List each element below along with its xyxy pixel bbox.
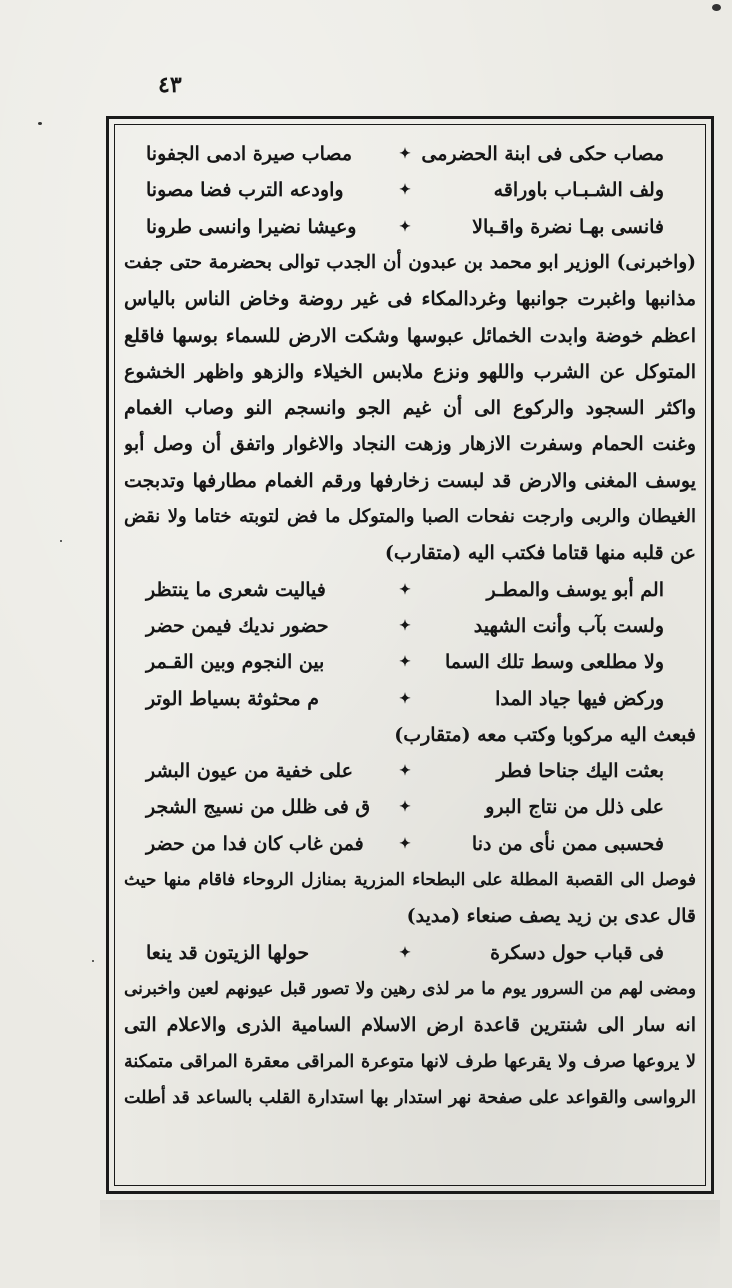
verse-first-hemistich: وركض فيها جياد المدا: [495, 687, 664, 710]
verse-first-hemistich: فى قباب حول دسكرة: [490, 941, 664, 964]
hemistich-separator-icon: ✦: [399, 617, 411, 634]
text-line: الرواسى والقواعد على صفحة نهر استدار بها استدارة القلب بالساعد قد أطلت: [124, 1087, 696, 1108]
text-line: يوسف المغنى والارض قد لبست زخارفها ورقم الغمام مطارفها وتدبجت: [124, 469, 696, 492]
verse-line: [138, 172, 672, 208]
verse-second-hemistich: م محثوثة بسياط الوتر: [146, 687, 320, 710]
verse-line: [138, 826, 672, 862]
verse-line: [138, 644, 672, 680]
verse-first-hemistich: ولف الشـبـاب باوراقه: [493, 179, 664, 202]
text-block: [118, 130, 702, 1182]
verse-line: [138, 209, 672, 245]
page-shadow: [100, 1200, 720, 1260]
verse-first-hemistich: ولا مطلعى وسط تلك السما: [444, 651, 664, 674]
text-line: لا يروعها صرف ولا يقرعها طرف لانها متوعرة المراقى معقرة المراقى متمكنة: [124, 1051, 696, 1072]
hemistich-separator-icon: ✦: [399, 146, 411, 162]
verse-line: [138, 608, 672, 644]
verse-first-hemistich: ولست بآب وأنت الشهيد: [473, 614, 664, 637]
hemistich-separator-icon: ✦: [399, 763, 411, 780]
hemistich-separator-icon: ✦: [399, 654, 411, 671]
text-line: المتوكل عن الشرب واللهو ونزع ملابس الخيلاء والزهو واظهر الخشوع: [124, 360, 696, 383]
verse-line: [138, 136, 672, 172]
text-line: واكثر السجود والركوع الى أن غيم الجو وانسجم النو وصاب الغمام: [124, 397, 696, 420]
verse-first-hemistich: على ذلل من نتاج البرو: [485, 796, 664, 819]
verse-second-hemistich: بين النجوم وبين القـمر: [146, 651, 325, 674]
verse-second-hemistich: حضور نديك فيمن حضر: [146, 614, 329, 637]
verse-second-hemistich: فياليت شعرى ما ينتظر: [146, 578, 326, 601]
verse-line: [138, 681, 672, 717]
verse-first-hemistich: بعثت اليك جناحا فطر: [496, 760, 664, 783]
text-line: عن قلبه منها قتاما فكتب اليه (متقارب): [384, 542, 696, 565]
ink-speck: [38, 122, 42, 125]
text-line: وغنت الحمام وسفرت الازهار وزهت النجاد والاغوار واتفق أن وصل أبو: [124, 433, 696, 456]
verse-second-hemistich: واودعه الترب فضا مصونا: [146, 179, 344, 202]
text-line: ومضى لهم من السرور يوم ما مر لذى رهين ولا تصور قبل عيونهم لعين واخبرنى: [124, 978, 696, 999]
verse-second-hemistich: ق فى ظلل من نسيج الشجر: [146, 796, 371, 819]
verse-second-hemistich: حولها الزيتون قد ينعا: [146, 941, 310, 964]
verse-second-hemistich: وعيشا نضيرا وانسى طرونا: [146, 215, 357, 238]
hemistich-separator-icon: ✦: [399, 182, 411, 199]
text-line: مذانبها واغبرت جوانبها وغردالمكاء فى غير روضة وخاض الناس بالياس: [124, 288, 696, 311]
hemistich-separator-icon: ✦: [399, 799, 411, 816]
verse-first-hemistich: فحسبى ممن نأى من دنا: [471, 832, 664, 855]
verse-second-hemistich: على خفية من عيون البشر: [146, 760, 353, 783]
hemistich-separator-icon: ✦: [399, 835, 411, 852]
verse-second-hemistich: مصاب صيرة ادمى الجفونا: [146, 143, 353, 165]
verse-line: [138, 789, 672, 825]
hemistich-separator-icon: ✦: [399, 581, 411, 598]
text-line: فوصل الى القصبة المطلة على البطحاء المزرية بمنازل الروحاء فاقام منها حيث: [124, 870, 696, 890]
text-line: قال عدى بن زيد يصف صنعاء (مديد): [406, 905, 696, 928]
text-line: (واخبرنى) الوزير ابو محمد بن عبدون أن الجدب توالى بحضرمة حتى جفت: [124, 251, 696, 273]
text-line: الغيطان والربى وارجت نفحات الصبا والمتوكل ما فض لتوبته ختاما ولا نقض: [124, 506, 696, 527]
verse-first-hemistich: الم أبو يوسف والمطـر: [486, 578, 664, 601]
verse-line: [138, 753, 672, 789]
verse-first-hemistich: مصاب حكى فى ابنة الحضرمى: [421, 143, 664, 165]
verse-second-hemistich: فمن غاب كان فدا من حضر: [146, 832, 364, 855]
text-line: اعظم خوضة وابدت الخمائل عبوسها وشكت الارض للسماء بوسها فاقلع: [124, 324, 696, 347]
ink-speck: [712, 4, 721, 11]
verse-first-hemistich: فانسى بهـا نضرة واقـبالا: [472, 215, 664, 238]
hemistich-separator-icon: ✦: [399, 690, 411, 707]
text-line: انه سار الى شنترين قاعدة ارض الاسلام السامية الذرى والاعلام التى: [124, 1014, 696, 1037]
page-number: ٤٣: [158, 72, 182, 98]
text-line: فبعث اليه مركوبا وكتب معه (متقارب): [394, 723, 696, 746]
verse-line: [138, 572, 672, 608]
ink-speck: [60, 540, 62, 542]
verse-line: [138, 935, 672, 971]
hemistich-separator-icon: ✦: [399, 944, 411, 961]
hemistich-separator-icon: ✦: [399, 218, 411, 235]
ink-speck: [92, 960, 94, 962]
